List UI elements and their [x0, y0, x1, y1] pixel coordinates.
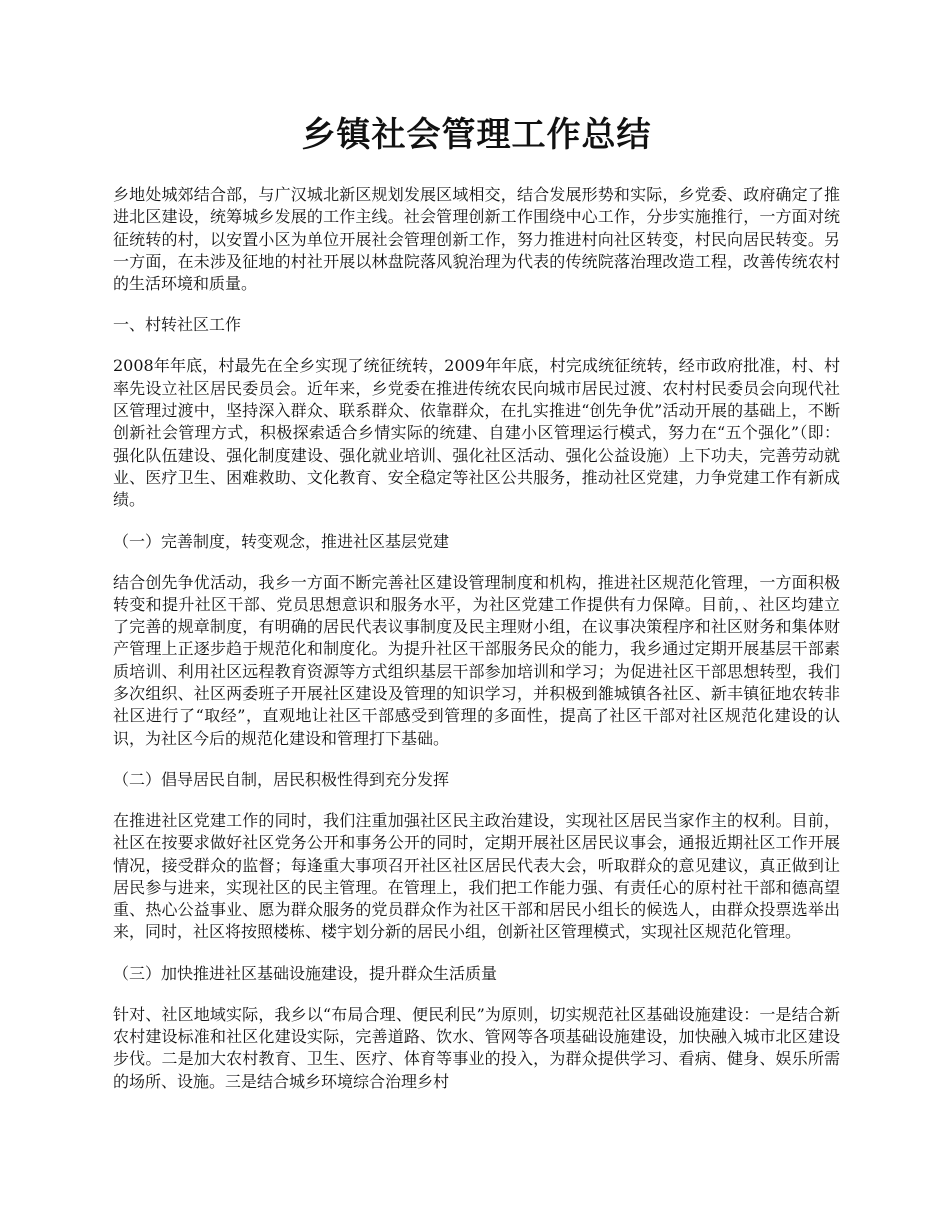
- document-title: 乡镇社会管理工作总结: [301, 115, 652, 155]
- subsection-paragraph-resident-autonomy: 在推进社区党建工作的同时，我们注重加强社区民主政治建设，实现社区居民当家作主的权利。目前，社区在按要求做好社区党务公开和事务公开的同时，定期开展社区居民议事会，通报近期社区工作开展情况，接受群众的监督；每逢重大事项召开社区社区居民代表大会，听取群众的意见建议，真正做到让居民参与进来，实现社区的民主管理。在管理上，我们把工作能力强、有责任心的原村社干部和德高望重、热心公益事业、愿为群众服务的党员群众作为社区干部和居民小组长的候选人，由群众投票选举出来，同时，社区将按照楼栋、楼宇划分新的居民小组，创新社区管理模式，实现社区规范化管理。: [113, 810, 840, 942]
- section-heading-village-to-community: 一、村转社区工作: [113, 315, 242, 335]
- intro-paragraph: 乡地处城郊结合部，与广汉城北新区规划发展区域相交，结合发展形势和实际，乡党委、政府确定了推进北区建设，统筹城乡发展的工作主线。社会管理创新工作围绕中心工作，分步实施推行，一方面对统征统转的村，以安置小区为单位开展社会管理创新工作，努力推进村向社区转变，村民向居民转变。另一方面，在未涉及征地的村社开展以林盘院落风貌治理为代表的传统院落治理改造工程，改善传统农村的生活环境和质量。: [113, 185, 840, 294]
- subsection-paragraph-infrastructure: 针对、社区地域实际，我乡以“布局合理、便民利民”为原则，切实规范社区基础设施建设：一是结合新农村建设标准和社区化建设实际，完善道路、饮水、管网等各项基础设施建设，加快融入城市北区建设步伐。二是加大农村教育、卫生、医疗、体育等事业的投入，为群众提供学习、看病、健身、娱乐所需的场所、设施。三是结合城乡环境综合治理乡村: [113, 1004, 840, 1091]
- section-paragraph-village-to-community: 2008年年底，村最先在全乡实现了统征统转，2009年年底，村完成统征统转，经市政府批准，村、村率先设立社区居民委员会。近年来，乡党委在推进传统农民向城市居民过渡、农村村民委员会向现代社区管理过渡中，坚持深入群众、联系群众、依靠群众，在扎实推进“创先争优”活动开展的基础上，不断创新社会管理方式，积极探索适合乡情实际的统建、自建小区管理运行模式，努力在“五个强化”（即：强化队伍建设、强化制度建设、强化就业培训、强化社区活动、强化公益设施）上下功夫，完善劳动就业、医疗卫生、困难救助、文化教育、安全稳定等社区公共服务，推动社区党建，力争党建工作有新成绩。: [113, 356, 840, 510]
- subsection-heading-resident-autonomy: （二）倡导居民自制，居民积极性得到充分发挥: [113, 769, 450, 789]
- subsection-heading-party-building: （一）完善制度，转变观念，推进社区基层党建: [113, 531, 450, 551]
- subsection-paragraph-party-building: 结合创先争优活动，我乡一方面不断完善社区建设管理制度和机构，推进社区规范化管理，一方面积极转变和提升社区干部、党员思想意识和服务水平，为社区党建工作提供有力保障。目前，、社区均建立了完善的规章制度，有明确的居民代表议事制度及民主理财小组，在议事决策程序和社区财务和集体财产管理上正逐步趋于规范化和制度化。为提升社区干部服务民众的能力，我乡通过定期开展基层干部素质培训、利用社区远程教育资源等方式组织基层干部参加培训和学习；为促进社区干部思想转型，我们多次组织、社区两委班子开展社区建设及管理的知识学习，并积极到雒城镇各社区、新丰镇征地农转非社区进行了“取经”，直观地让社区干部感受到管理的多面性，提高了社区干部对社区规范化建设的认识，为社区今后的规范化建设和管理打下基础。: [113, 572, 840, 748]
- subsection-heading-infrastructure: （三）加快推进社区基础设施建设，提升群众生活质量: [113, 963, 498, 983]
